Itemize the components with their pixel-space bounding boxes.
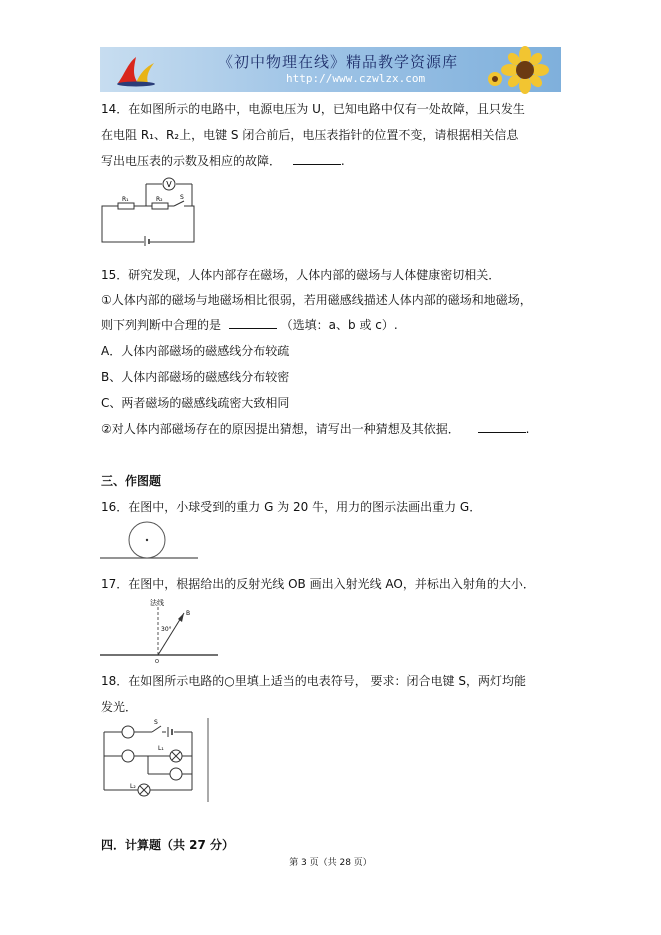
q15-option-b: B、人体内部磁场的磁感线分布较密 bbox=[101, 370, 290, 384]
angle-label: 30° bbox=[161, 626, 172, 633]
q14-line2: 在电阻 R₁、R₂上，电键 S 闭合前后，电压表指针的位置不变，请根据相关信息 bbox=[101, 128, 519, 142]
q15-option-a: A．人体内部磁场的磁感线分布较疏 bbox=[101, 344, 290, 358]
q15-line4 bbox=[101, 420, 529, 437]
voltmeter-symbol bbox=[163, 178, 175, 190]
resistor-r2 bbox=[152, 203, 168, 209]
q17-text: 17．在图中，根据给出的反射光线 OB 画出入射光线 AO，并标出入射角的大小． bbox=[101, 577, 535, 591]
battery-symbol bbox=[144, 236, 150, 246]
q14-line1: 14．在如图所示的电路中，电源电压为 U，已知电路中仅有一处故障，且只发生 bbox=[101, 102, 525, 116]
r1-label: R₁ bbox=[122, 196, 129, 203]
ball-center bbox=[146, 539, 148, 541]
lamp-l1 bbox=[158, 745, 182, 762]
point-b-label: B bbox=[186, 610, 191, 617]
q15-line4-text: ②对人体内部磁场存在的原因提出猜想，请写出一种猜想及其依据． bbox=[101, 422, 460, 436]
battery-symbol bbox=[166, 727, 174, 737]
switch-s bbox=[152, 719, 162, 736]
page-footer: 第 3 页（共 28 页） bbox=[289, 858, 372, 868]
section-3-heading: 三、作图题 bbox=[101, 474, 162, 488]
banner-title: 《初中物理在线》精品教学资源库 bbox=[218, 53, 459, 71]
q14-circuit-diagram bbox=[100, 176, 210, 246]
q15-line3b: （选填：a、b 或 c）. bbox=[280, 318, 398, 332]
point-o-label: O bbox=[155, 659, 159, 665]
q16-ball-diagram bbox=[100, 518, 200, 568]
voltmeter-label: V bbox=[166, 180, 172, 189]
meter-slot-2[interactable] bbox=[122, 750, 134, 762]
q18-line2: 发光． bbox=[101, 700, 138, 714]
q17-reflection-diagram bbox=[100, 597, 220, 665]
q16-text: 16．在图中，小球受到的重力 G 为 20 牛，用力的图示法画出重力 G． bbox=[101, 500, 482, 514]
q15-line3 bbox=[101, 316, 398, 333]
meter-slot-1[interactable] bbox=[122, 726, 134, 738]
q15-answer-blank-1[interactable] bbox=[229, 317, 277, 329]
q15-answer-blank-2[interactable] bbox=[478, 421, 526, 433]
section-4-heading: 四．计算题（共 27 分） bbox=[101, 838, 235, 852]
site-logo-icon bbox=[114, 53, 158, 87]
normal-label: 法线 bbox=[150, 599, 164, 607]
sunflower-icon bbox=[485, 49, 555, 91]
banner-url[interactable]: http://www.czwlzx.com bbox=[286, 72, 426, 85]
header-banner bbox=[100, 47, 561, 92]
q15-period: . bbox=[525, 422, 530, 436]
l2-label: L₂ bbox=[130, 783, 136, 790]
switch-label: S bbox=[180, 194, 184, 201]
l1-label: L₁ bbox=[158, 745, 164, 752]
switch-s-label: S bbox=[154, 719, 158, 726]
switch-symbol bbox=[174, 194, 184, 208]
q18-circuit-diagram bbox=[100, 718, 212, 802]
meter-slot-3[interactable] bbox=[170, 768, 182, 780]
r2-label: R₂ bbox=[156, 196, 163, 203]
lamp-l2 bbox=[130, 783, 150, 796]
q15-line3a: 则下列判断中合理的是 bbox=[101, 318, 222, 332]
q18-line1: 18．在如图所示电路的○里填上适当的电表符号， 要求：闭合电键 S，两灯均能 bbox=[101, 674, 526, 688]
q14-line3 bbox=[101, 152, 345, 169]
q15-line1: 15．研究发现，人体内部存在磁场，人体内部的磁场与人体健康密切相关． bbox=[101, 268, 501, 282]
q14-period: . bbox=[340, 154, 345, 168]
q15-line2: ①人体内部的磁场与地磁场相比很弱，若用磁感线描述人体内部的磁场和地磁场， bbox=[101, 293, 532, 307]
resistor-r1 bbox=[118, 203, 134, 209]
q15-option-c: C、两者磁场的磁感线疏密大致相同 bbox=[101, 396, 290, 410]
q14-answer-blank[interactable] bbox=[293, 153, 341, 165]
q14-line3-text: 写出电压表的示数及相应的故障． bbox=[101, 154, 282, 168]
